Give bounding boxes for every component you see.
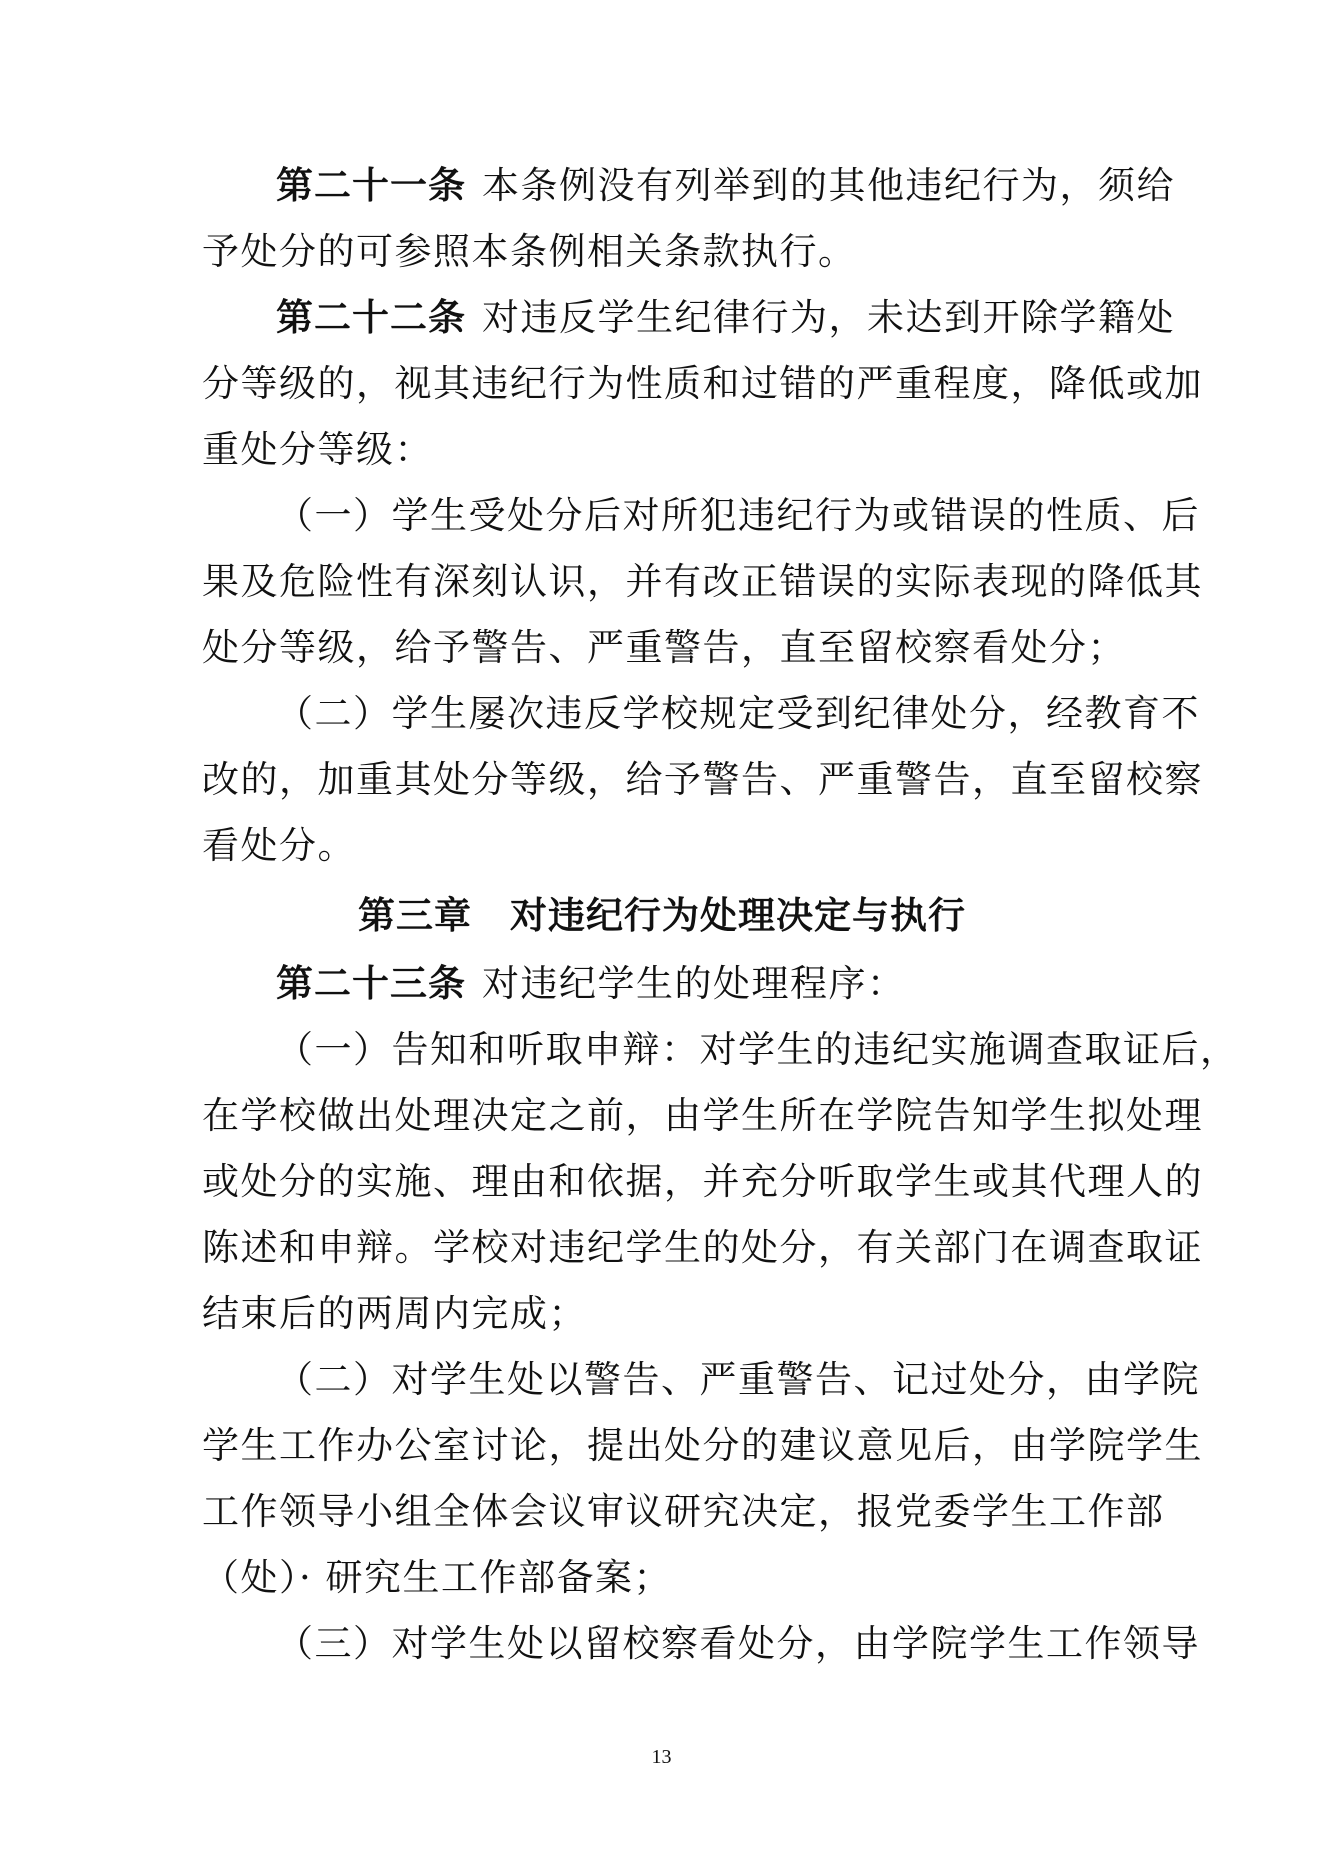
article-23-heading: 第二十三条 — [276, 962, 466, 1005]
article-21-line-1 — [276, 156, 1196, 216]
article-23-item-1-line-1: （一）告知和听取申辩：对学生的违纪实施调查取证后， — [276, 1028, 1239, 1071]
article-22-line-3: 重处分等级： — [202, 428, 433, 471]
article-22-heading: 第二十二条 — [276, 296, 466, 339]
article-22-item-1-line-1: （一）学生受处分后对所犯违纪行为或错误的性质、后 — [276, 494, 1200, 537]
article-22-text-1: 对违反学生纪律行为，未达到开除学籍处 — [482, 296, 1175, 339]
article-21-line-2: 予处分的可参照本条例相关条款执行。 — [202, 230, 857, 273]
article-22-item-2-line-2: 改的，加重其处分等级，给予警告、严重警告，直至留校察 — [202, 758, 1203, 801]
article-22-line-1 — [276, 288, 1196, 348]
article-22-item-2-line-3: 看处分。 — [202, 824, 356, 867]
article-23-item-1-line-2: 在学校做出处理决定之前，由学生所在学院告知学生拟处理 — [202, 1094, 1203, 1137]
article-23-item-2-line-4: （处）· 研究生工作部备案； — [202, 1556, 673, 1599]
article-23-text-1: 对违纪学生的处理程序： — [482, 962, 906, 1005]
chapter-3-title: 第三章 对违纪行为处理决定与执行 — [358, 894, 966, 937]
article-23-item-1-line-5: 结束后的两周内完成； — [202, 1292, 587, 1335]
article-22-item-1-line-3: 处分等级，给予警告、严重警告，直至留校察看处分； — [202, 626, 1126, 669]
article-23-item-2-line-2: 学生工作办公室讨论，提出处分的建议意见后，由学院学生 — [202, 1424, 1203, 1467]
article-22-item-2-line-1: （二）学生屡次违反学校规定受到纪律处分，经教育不 — [276, 692, 1200, 735]
article-21-heading: 第二十一条 — [276, 164, 466, 207]
article-23-item-2-line-1: （二）对学生处以警告、严重警告、记过处分，由学院 — [276, 1358, 1200, 1401]
article-21-text-1: 本条例没有列举到的其他违纪行为，须给 — [482, 164, 1175, 207]
article-23-item-2-line-3: 工作领导小组全体会议审议研究决定，报党委学生工作部 — [202, 1490, 1165, 1533]
article-23-line-1 — [276, 954, 1196, 1014]
page-number: 13 — [651, 1746, 672, 1768]
article-22-item-1-line-2: 果及危险性有深刻认识，并有改正错误的实际表现的降低其 — [202, 560, 1203, 603]
article-23-item-1-line-4: 陈述和申辩。学校对违纪学生的处分，有关部门在调查取证 — [202, 1226, 1203, 1269]
article-23-item-3-line-1: （三）对学生处以留校察看处分，由学院学生工作领导 — [276, 1622, 1200, 1665]
article-22-line-2: 分等级的，视其违纪行为性质和过错的严重程度，降低或加 — [202, 362, 1203, 405]
article-23-item-1-line-3: 或处分的实施、理由和依据，并充分听取学生或其代理人的 — [202, 1160, 1203, 1203]
